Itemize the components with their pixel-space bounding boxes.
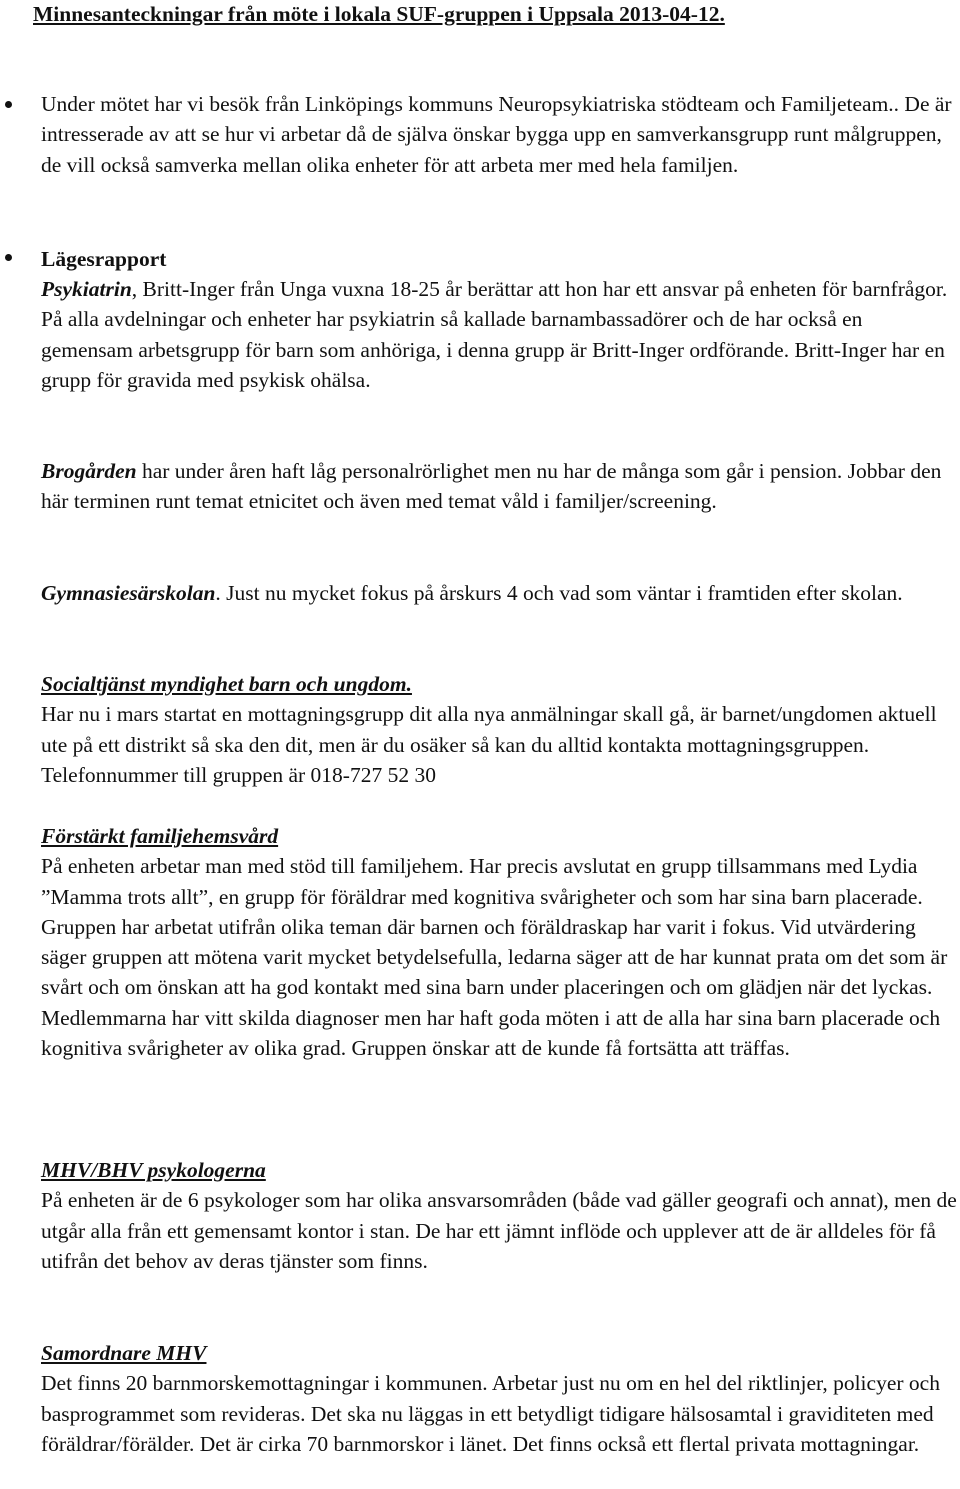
status-report-heading: Lägesrapport [41, 247, 167, 271]
section-label: Brogården [41, 459, 137, 483]
section-socialtjanst [41, 669, 959, 790]
bullet-icon [5, 101, 12, 108]
section-text: På enheten är de 6 psykologer som har olika ansvarsområden (både vad gäller geografi och annat), men de utgår alla från ett gemensamt kontor i stan. De har ett jämnt inflöde och upplever att de är alldeles för få utifrån det behov av deras tjänster som finns. [41, 1188, 957, 1273]
section-samordnare-mhv [41, 1338, 959, 1459]
section-text: . Just nu mycket fokus på årskurs 4 och vad som väntar i framtiden efter skolan. [215, 581, 903, 605]
section-psykiatrin [41, 274, 959, 395]
section-label: Psykiatrin [41, 277, 132, 301]
section-brogarden [41, 456, 959, 517]
section-label: MHV/BHV psykologerna [41, 1158, 266, 1182]
section-label: Gymnasiesärskolan [41, 581, 216, 605]
section-text: På enheten arbetar man med stöd till familjehem. Har precis avslutat en grupp tillsammans med Lydia ”Mamma trots allt”, en grupp för föräldrar med kognitiva svårigheter och som har sina barn placerade. Gruppen har arbetat utifrån olika teman där barnen och föräldraskap har varit i fokus. Vid utvärdering säger gruppen att mötena varit mycket betydelsefulla, ledarna säger att de har kunnat prata om det som är svårt och om önskan att ha god kontakt med sina barn under placeringen och om glädjen när det lyckas. Medlemmarna har vitt skilda diagnoser men har haft goda möten i att de alla har sina barn placerade och kognitiva svårigheter av olika grad. Gruppen önskar att de kunde få fortsätta att träffas. [41, 854, 948, 1061]
section-mhv-bhv [41, 1155, 959, 1276]
section-text: Har nu i mars startat en mottagningsgrupp dit alla nya anmälningar skall gå, är barnet/ungdomen aktuell ute på ett distrikt så ska den dit, men är du osäker så kan du alltid kontakta mottagningsgruppen. Telefonnummer till gruppen är 018-727 52 30 [41, 702, 937, 787]
section-gymnasiesarskolan [41, 578, 959, 608]
intro-paragraph: Under mötet har vi besök från Linköpings kommuns Neuropsykiatriska stödteam och Familjeteam.. De är intresserade av att se hur vi arbetar då de själva önskar bygga upp en samverkansgrupp runt målgruppen, de vill också samverka mellan olika enheter för att arbeta mer med hela familjen. [41, 92, 952, 177]
bullet-icon [5, 254, 12, 261]
section-label: Socialtjänst myndighet barn och ungdom. [41, 672, 412, 696]
section-text: , Britt-Inger från Unga vuxna 18-25 år berättar att hon har ett ansvar på enheten för barnfrågor. På alla avdelningar och enheter har psykiatrin så kallade barnambassadörer och de har också en gemensam arbetsgrupp för barn som anhöriga, i denna grupp är Britt-Inger ordförande. Britt-Inger har en grupp för gravida med psykisk ohälsa. [41, 277, 948, 392]
section-label: Samordnare MHV [41, 1341, 207, 1365]
section-forstarkt-familjehemsvard [41, 821, 959, 1063]
section-label: Förstärkt familjehemsvård [41, 824, 279, 848]
section-text: har under åren haft låg personalrörlighet men nu har de många som går i pension. Jobbar den här terminen runt temat etnicitet och även med temat våld i familjer/screening. [41, 459, 942, 514]
section-text: Det finns 20 barnmorskemottagningar i kommunen. Arbetar just nu om en hel del riktlinjer, policyer och basprogrammet som revideras. Det ska nu läggas in ett betydligt tidigare hälsosamtal i graviditeten med föräldrar/förälder. Det är cirka 70 barnmorskor i länet. Det finns också ett flertal privata mottagningar. [41, 1371, 940, 1456]
document-title: Minnesanteckningar från möte i lokala SUF-gruppen i Uppsala 2013-04-12. [33, 2, 725, 26]
